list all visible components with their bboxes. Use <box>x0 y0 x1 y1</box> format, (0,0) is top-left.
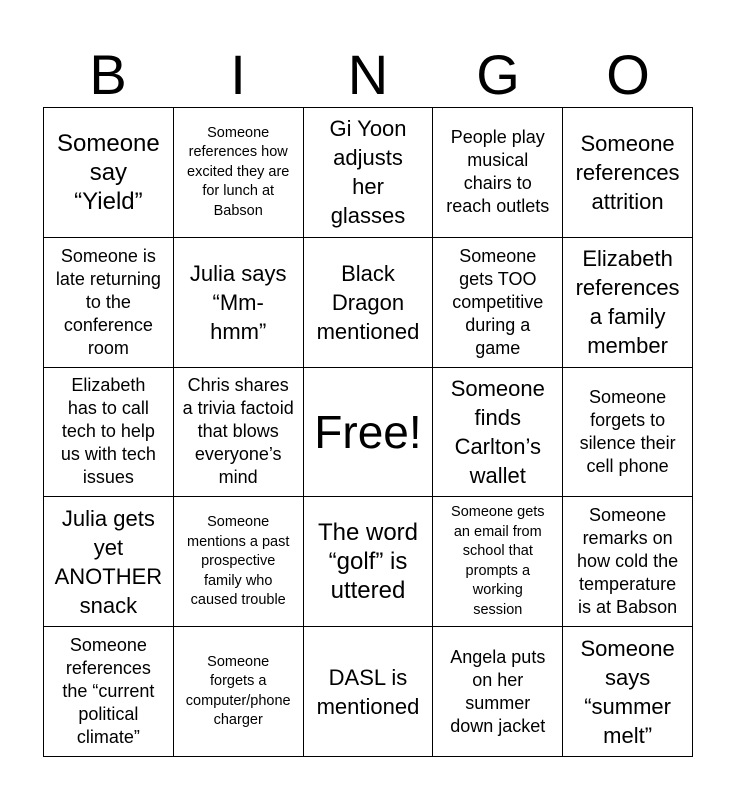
bingo-cell-r0-c2[interactable]: Gi Yoon adjusts her glasses <box>304 108 434 238</box>
bingo-cell-free[interactable]: Free! <box>304 368 434 498</box>
bingo-cell-r3-c4[interactable]: Someone remarks on how cold the temperature is at Babson <box>563 497 693 627</box>
header-letter-o: O <box>606 43 650 106</box>
header-letter-n: N <box>347 43 389 106</box>
bingo-cell-r0-c3[interactable]: People play musical chairs to reach outlets <box>433 108 563 238</box>
bingo-cell-r4-c4[interactable]: Someone says “summer melt” <box>563 627 693 757</box>
bingo-cell-r3-c3[interactable]: Someone gets an email from school that prompts a working session <box>433 497 563 627</box>
bingo-cell-r1-c3[interactable]: Someone gets TOO competitive during a game <box>433 238 563 368</box>
bingo-cell-r3-c0[interactable]: Julia gets yet ANOTHER snack <box>44 497 174 627</box>
bingo-cell-r3-c1[interactable]: Someone mentions a past prospective family who caused trouble <box>174 497 304 627</box>
bingo-cell-r2-c0[interactable]: Elizabeth has to call tech to help us with tech issues <box>44 368 174 498</box>
bingo-cell-r1-c2[interactable]: Black Dragon mentioned <box>304 238 434 368</box>
header-letter-b: B <box>89 43 127 106</box>
bingo-cell-r4-c1[interactable]: Someone forgets a computer/phone charger <box>174 627 304 757</box>
bingo-cell-r1-c4[interactable]: Elizabeth references a family member <box>563 238 693 368</box>
bingo-cell-r3-c2[interactable]: The word “golf” is uttered <box>304 497 434 627</box>
header-letter-g: G <box>476 43 520 106</box>
bingo-cell-r0-c0[interactable]: Someone say “Yield” <box>44 108 174 238</box>
bingo-board <box>43 107 693 757</box>
bingo-cell-r2-c3[interactable]: Someone finds Carlton’s wallet <box>433 368 563 498</box>
bingo-cell-r4-c0[interactable]: Someone references the “current political climate” <box>44 627 174 757</box>
bingo-cell-r1-c0[interactable]: Someone is late returning to the conference room <box>44 238 174 368</box>
bingo-cell-r0-c1[interactable]: Someone references how excited they are for lunch at Babson <box>174 108 304 238</box>
header-letter-i: I <box>230 43 246 106</box>
bingo-header <box>43 42 693 108</box>
bingo-cell-r2-c4[interactable]: Someone forgets to silence their cell phone <box>563 368 693 498</box>
bingo-cell-r4-c2[interactable]: DASL is mentioned <box>304 627 434 757</box>
bingo-cell-r1-c1[interactable]: Julia says “Mm- hmm” <box>174 238 304 368</box>
bingo-cell-r4-c3[interactable]: Angela puts on her summer down jacket <box>433 627 563 757</box>
bingo-cell-r2-c1[interactable]: Chris shares a trivia factoid that blows everyone’s mind <box>174 368 304 498</box>
bingo-cell-r0-c4[interactable]: Someone references attrition <box>563 108 693 238</box>
